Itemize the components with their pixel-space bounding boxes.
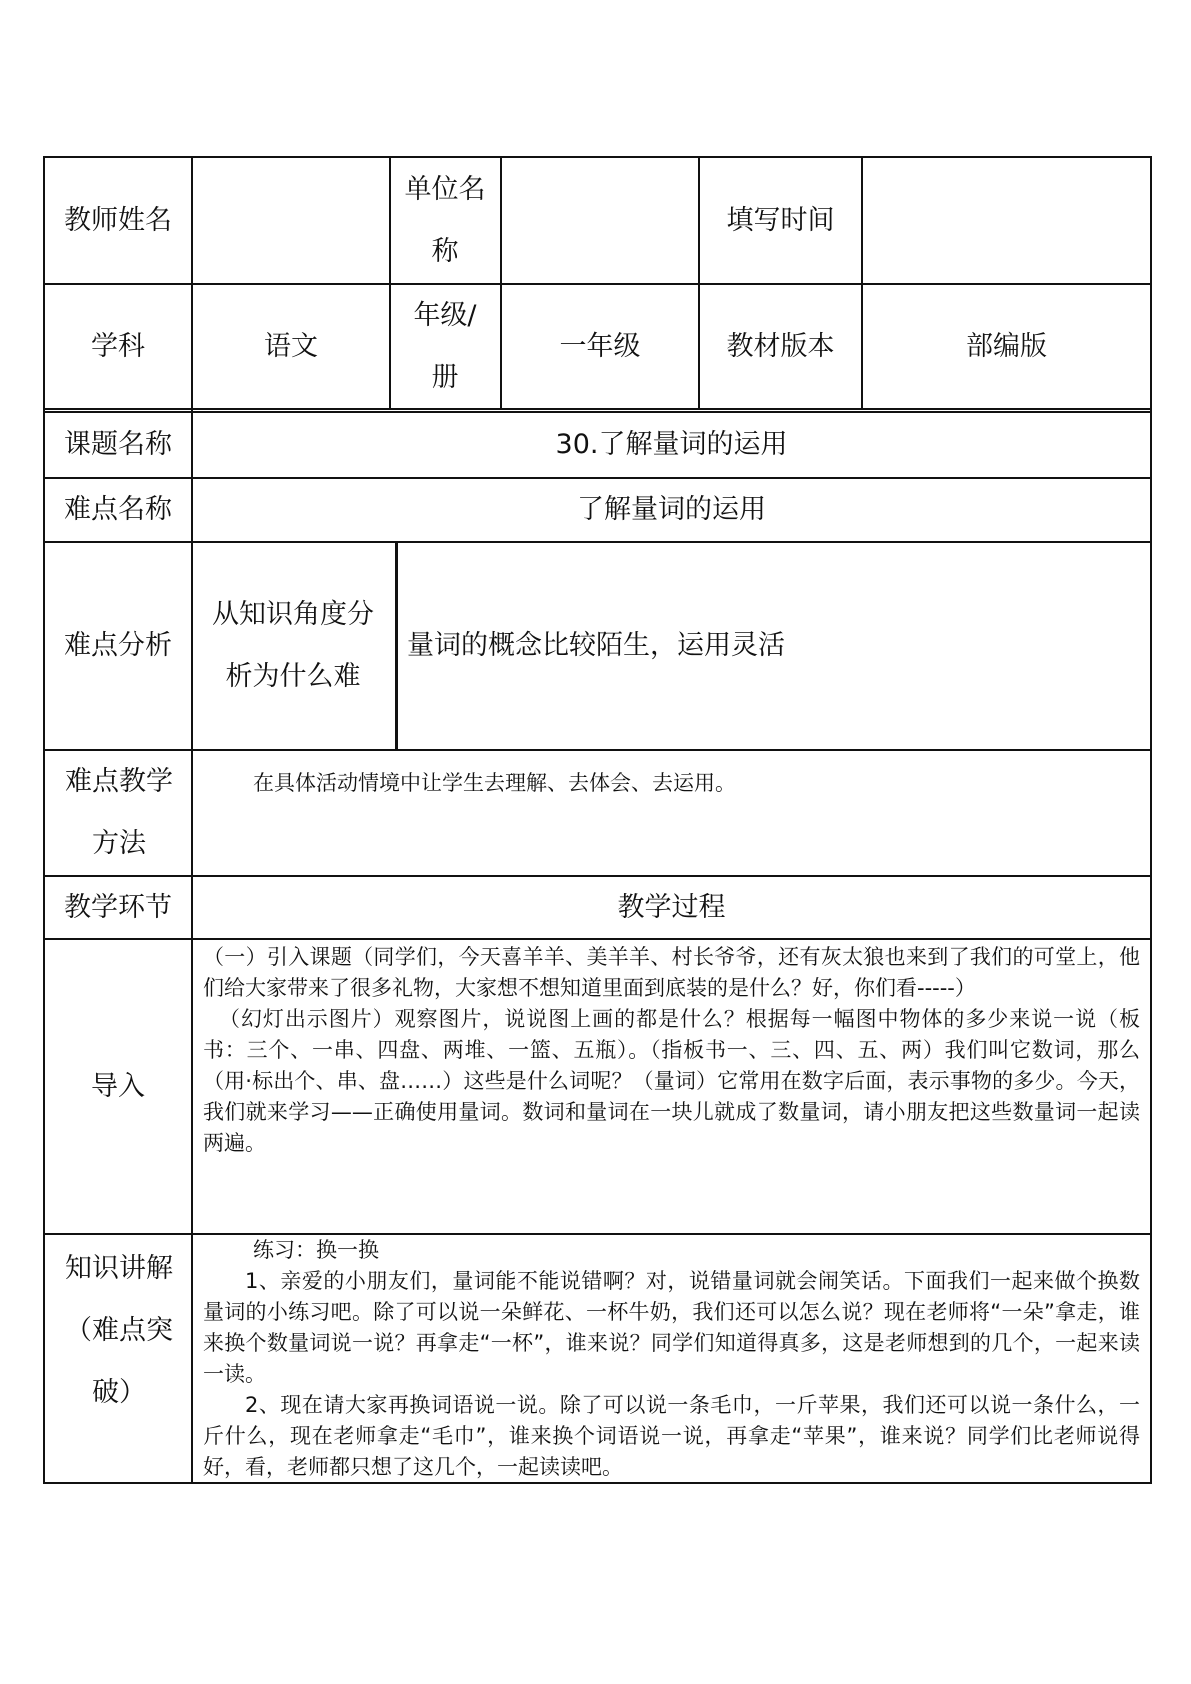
- knowledge-content: [203, 1235, 1140, 1483]
- column-divider: [389, 156, 391, 410]
- subject-label: 学科: [91, 330, 145, 362]
- subject-value: 语文: [264, 330, 318, 362]
- analysis-column-divider: [395, 542, 398, 750]
- stage-label: 教学环节: [64, 891, 172, 923]
- table-border-right: [1150, 156, 1152, 1484]
- row-divider: [43, 408, 1152, 410]
- lesson-plan-table: [43, 156, 1152, 1484]
- unit-label: 单位名称: [404, 173, 486, 267]
- difficulty-value: 了解量词的运用: [577, 494, 766, 525]
- edition-value: 部编版: [966, 330, 1047, 362]
- knowledge-paragraph: 1、亲爱的小朋友们，量词能不能说错啊？对，说错量词就会闹笑话。下面我们一起来做个换数量词的小练习吧。除了可以说一朵鲜花、一杯牛奶，我们还可以怎么说？现在老师将“一朵”拿走，谁来换个数量词说一说？再拿走“一杯”，谁来说？同学们知道得真多，这是老师想到的几个，一起来读一读。: [203, 1269, 1140, 1386]
- knowledge-paragraph: 练习：换一换: [253, 1238, 379, 1262]
- intro-paragraph: （幻灯出示图片）观察图片，说说图上画的都是什么？根据每一幅图中物体的多少来说一说（板书：三个、一串、四盘、两堆、一篮、五瓶）。（指板书一、三、四、五、两）我们叫它数词，那么（用·标出个、串、盘……）这些是什么词呢？（量词）它常用在数字后面，表示事物的多少。今天，我们就来学习——正确使用量词。数词和量词在一块儿就成了数量词，请小朋友把这些数量词一起读两遍。: [203, 1007, 1140, 1155]
- teacher-name-value: [193, 158, 389, 283]
- analysis-value: 量词的概念比较陌生，运用灵活: [407, 630, 785, 661]
- grade-label: 年级/册: [413, 299, 477, 393]
- fill-time-value: [863, 158, 1150, 283]
- method-label: 难点教学方法: [65, 766, 173, 859]
- edition-label: 教材版本: [726, 330, 835, 362]
- unit-value: [502, 158, 698, 283]
- intro-paragraph: （一）引入课题（同学们，今天喜羊羊、美羊羊、村长爷爷，还有灰太狼也来到了我们的可堂上，他们给大家带来了很多礼物，大家想不想知道里面到底装的是什么？好，你们看-----）: [203, 945, 1140, 1000]
- row-divider: [43, 938, 1152, 940]
- knowledge-label: 知识讲解（难点突破）: [65, 1253, 173, 1408]
- intro-label: 导入: [91, 1070, 145, 1102]
- method-value: 在具体活动情境中让学生去理解、去体会、去运用。: [253, 771, 736, 795]
- difficulty-label: 难点名称: [64, 494, 172, 525]
- topic-label: 课题名称: [64, 429, 172, 460]
- analysis-label: 难点分析: [64, 630, 172, 661]
- intro-content: [203, 942, 1140, 1159]
- process-label: 教学过程: [617, 891, 726, 923]
- topic-value: 30.了解量词的运用: [555, 429, 788, 460]
- grade-value: 一年级: [559, 330, 641, 362]
- teacher-name-label: 教师姓名: [64, 204, 172, 236]
- fill-time-label: 填写时间: [726, 204, 835, 236]
- row-divider: [43, 749, 1152, 751]
- analysis-sub-label: 从知识角度分析为什么难: [212, 599, 374, 692]
- knowledge-paragraph: 2、现在请大家再换词语说一说。除了可以说一条毛巾，一斤苹果，我们还可以说一条什么，一斤什么，现在老师拿走“毛巾”，谁来换个词语说一说，再拿走“苹果”，谁来说？同学们比老师说得好，看，老师都只想了这几个，一起读读吧。: [203, 1393, 1140, 1479]
